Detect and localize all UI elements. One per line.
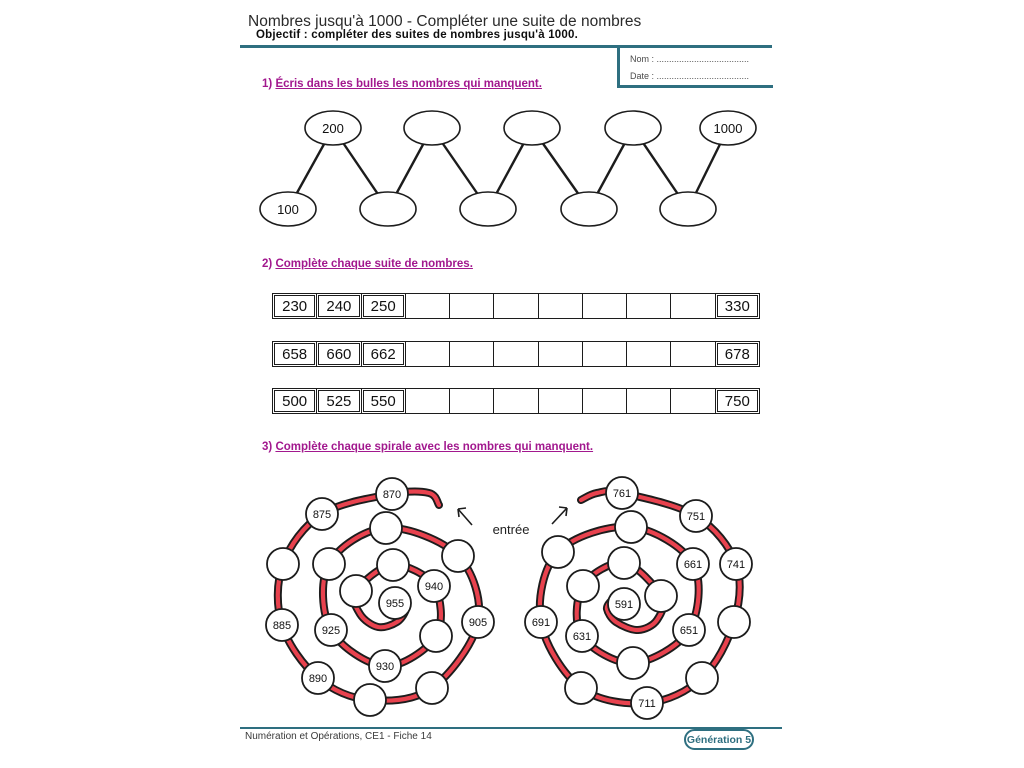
- entry-arrow: [552, 508, 567, 524]
- right-spiral-empty-circle[interactable]: [645, 580, 677, 612]
- spiral-value: 875: [312, 509, 332, 521]
- right-spiral-empty-circle[interactable]: [608, 547, 640, 579]
- sequence-cell-filled: 550: [361, 389, 405, 413]
- sequence-cell-filled: 230: [273, 294, 316, 318]
- right-spiral-empty-circle[interactable]: [565, 672, 597, 704]
- entry-arrow-head: [559, 507, 567, 508]
- empty-bubble[interactable]: [504, 111, 560, 145]
- date-dotted-line: .....................................: [656, 71, 750, 81]
- spiral-value: 631: [572, 631, 592, 643]
- entry-arrow-head: [458, 508, 466, 509]
- left-spiral-empty-circle[interactable]: [313, 548, 345, 580]
- exercise2-title: Complète chaque suite de nombres.: [275, 258, 473, 270]
- name-dotted-line: .....................................: [656, 54, 750, 64]
- sequence-cell-filled: 250: [361, 294, 405, 318]
- spiral-value: 591: [614, 599, 634, 611]
- sequence-cell-filled: 678: [715, 342, 759, 366]
- empty-bubble[interactable]: [360, 192, 416, 226]
- spiral-value: 661: [683, 559, 703, 571]
- bubble-value: 200: [322, 121, 344, 136]
- empty-bubble[interactable]: [605, 111, 661, 145]
- bubble-value: 1000: [713, 121, 743, 136]
- left-spiral-empty-circle[interactable]: [416, 672, 448, 704]
- right-spiral-empty-circle[interactable]: [615, 511, 647, 543]
- spiral-value: 711: [638, 698, 656, 710]
- exercise1-number: 1): [262, 78, 273, 90]
- right-spiral-empty-circle[interactable]: [686, 662, 718, 694]
- spiral-value: 761: [612, 488, 632, 500]
- entry-label: entrée: [492, 522, 530, 537]
- generation5-badge: Génération 5: [684, 729, 754, 750]
- spiral-value: 741: [726, 559, 746, 571]
- date-field[interactable]: Date : .....................................: [630, 71, 750, 81]
- sequence-cell-filled: 500: [273, 389, 316, 413]
- spiral-value: 890: [308, 673, 328, 685]
- left-spiral-empty-circle[interactable]: [354, 684, 386, 716]
- sequence-cell-filled: 525: [316, 389, 360, 413]
- exercise3-number: 3): [262, 441, 273, 453]
- left-spiral-empty-circle[interactable]: [420, 620, 452, 652]
- right-spiral-empty-circle[interactable]: [542, 536, 574, 568]
- spiral-value: 691: [531, 617, 551, 629]
- spiral-value: 930: [375, 661, 395, 673]
- objective-text: Objectif : compléter des suites de nombres jusqu'à 1000.: [256, 29, 578, 41]
- spiral-value: 925: [321, 625, 341, 637]
- left-spiral-empty-circle[interactable]: [442, 540, 474, 572]
- spiral-value: 940: [424, 581, 444, 593]
- sequence-cell-filled: 240: [316, 294, 360, 318]
- empty-bubble[interactable]: [460, 192, 516, 226]
- spiral-value: 955: [385, 598, 405, 610]
- spiral-value: 885: [272, 620, 292, 632]
- sequence-cell-filled: 750: [715, 389, 759, 413]
- exercise1-title: Écris dans les bulles les nombres qui manquent.: [275, 78, 542, 90]
- right-spiral-empty-circle[interactable]: [617, 647, 649, 679]
- empty-bubble[interactable]: [660, 192, 716, 226]
- spiral-value: 651: [679, 625, 699, 637]
- spiral-value: 870: [382, 489, 402, 501]
- sequence-cell-filled: 660: [316, 342, 360, 366]
- name-field[interactable]: Nom : .....................................: [630, 54, 750, 64]
- spiral-value: 905: [468, 617, 488, 629]
- entry-arrow-head: [566, 508, 567, 516]
- exercise2-number: 2): [262, 258, 273, 270]
- right-spiral-empty-circle[interactable]: [567, 570, 599, 602]
- right-spiral-empty-circle[interactable]: [718, 606, 750, 638]
- left-spiral-empty-circle[interactable]: [267, 548, 299, 580]
- empty-bubble[interactable]: [404, 111, 460, 145]
- sequence-cell-filled: 662: [361, 342, 405, 366]
- left-spiral-empty-circle[interactable]: [370, 512, 402, 544]
- sequence-cell-filled: 330: [715, 294, 759, 318]
- page-title: Nombres jusqu'à 1000 - Compléter une suite de nombres: [248, 13, 642, 30]
- bubble-value: 100: [277, 202, 299, 217]
- footer-text: Numération et Opérations, CE1 - Fiche 14: [245, 731, 432, 742]
- entry-arrow: [458, 509, 472, 525]
- empty-bubble[interactable]: [561, 192, 617, 226]
- sequence-cell-filled: 658: [273, 342, 316, 366]
- left-spiral-empty-circle[interactable]: [340, 575, 372, 607]
- left-spiral-empty-circle[interactable]: [377, 549, 409, 581]
- spiral-value: 751: [686, 511, 706, 523]
- entry-arrow-head: [458, 509, 459, 517]
- exercise3-title: Complète chaque spirale avec les nombres qui manquent.: [275, 441, 594, 453]
